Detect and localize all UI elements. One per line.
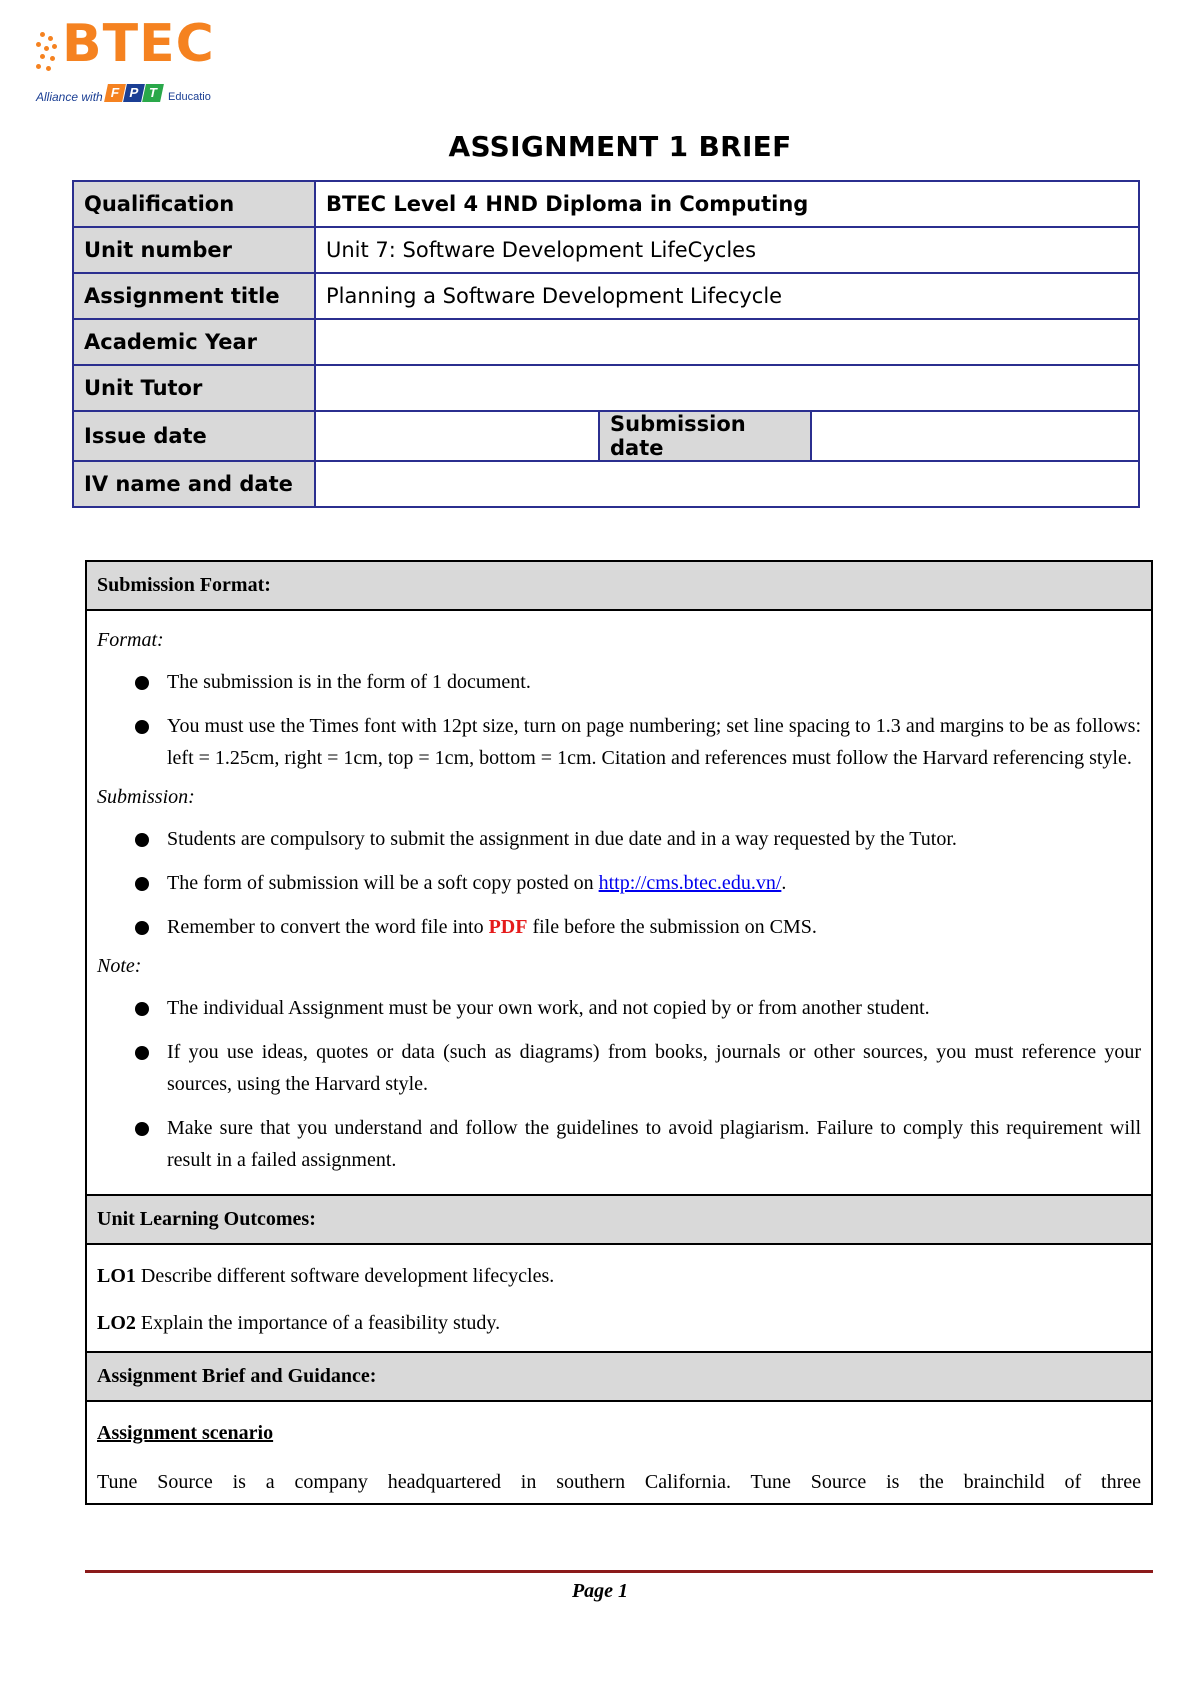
submission-date-value — [811, 411, 1139, 461]
qualification-label: Qualification — [73, 181, 315, 227]
table-row — [73, 181, 1139, 227]
logo-brand: BTEC — [62, 14, 215, 74]
guidance-heading: Assignment Brief and Guidance: — [87, 1351, 1151, 1402]
scenario-title: Assignment scenario — [97, 1422, 274, 1444]
unit-tutor-value — [315, 365, 1139, 411]
submission-text: file before the submission on CMS. — [527, 916, 817, 938]
assignment-title-label: Assignment title — [73, 273, 315, 319]
note-label: Note: — [97, 955, 142, 977]
page-number: Page 1 — [571, 1580, 629, 1602]
format-label: Format: — [97, 629, 164, 651]
iv-name-value — [315, 461, 1139, 507]
table-row — [73, 227, 1139, 273]
lo2-code: LO2 — [97, 1312, 136, 1334]
unit-number-label: Unit number — [73, 227, 315, 273]
pdf-highlight: PDF — [488, 916, 528, 938]
lo1-code: LO1 — [97, 1265, 136, 1287]
table-row — [73, 411, 1139, 461]
submission-text: The form of submission will be a soft copy posted on — [167, 872, 599, 894]
submission-label: Submission: — [97, 786, 195, 808]
format-list — [97, 666, 1141, 774]
qualification-value: BTEC Level 4 HND Diploma in Computing — [315, 181, 1139, 227]
assignment-info-table — [72, 180, 1140, 508]
table-row — [73, 319, 1139, 365]
list-item: Students are compulsory to submit the assignment in due date and in a way requested by the Tutor. — [97, 823, 1141, 855]
list-item: Make sure that you understand and follow the guidelines to avoid plagiarism. Failure to comply this requirement will result in a failed assignment. — [97, 1112, 1141, 1176]
table-row — [73, 365, 1139, 411]
submission-date-label: Submission date — [599, 411, 811, 461]
footer-divider — [85, 1570, 1153, 1573]
list-item: The submission is in the form of 1 document. — [97, 666, 1141, 698]
list-item: The individual Assignment must be your own work, and not copied by or from another student. — [97, 992, 1141, 1024]
list-item — [97, 911, 1141, 943]
logo-alliance: Alliance with — [36, 90, 103, 104]
table-row — [73, 461, 1139, 507]
issue-date-label: Issue date — [73, 411, 315, 461]
fpt-logo — [106, 84, 163, 102]
learning-outcome-2 — [97, 1312, 1141, 1335]
submission-text: Remember to convert the word file into — [167, 916, 489, 938]
fpt-letter-f: F — [104, 84, 126, 102]
brief-box — [85, 560, 1153, 1505]
issue-date-value — [315, 411, 599, 461]
btec-logo — [36, 14, 216, 106]
iv-name-label: IV name and date — [73, 461, 315, 507]
submission-list — [97, 823, 1141, 943]
logo-education: Educatio — [168, 91, 211, 103]
submission-format-heading: Submission Format: — [87, 562, 1151, 611]
unit-number-value: Unit 7: Software Development LifeCycles — [315, 227, 1139, 273]
learning-outcomes-body — [87, 1245, 1151, 1351]
learning-outcomes-heading: Unit Learning Outcomes: — [87, 1194, 1151, 1245]
scenario-text: Tune Source is a company headquartered in southern California. Tune Source is the brainchild of three — [97, 1471, 1141, 1493]
lo1-text: Describe different software development lifecycles. — [135, 1265, 555, 1287]
academic-year-label: Academic Year — [73, 319, 315, 365]
submission-format-body — [87, 611, 1151, 1194]
list-item — [97, 867, 1141, 899]
logo-dots-icon — [36, 32, 62, 76]
note-list — [97, 992, 1141, 1176]
list-item: If you use ideas, quotes or data (such as diagrams) from books, journals or other sources, you must reference your sources, using the Harvard style. — [97, 1036, 1141, 1100]
fpt-letter-t: T — [142, 84, 164, 102]
list-item: You must use the Times font with 12pt size, turn on page numbering; set line spacing to 1.3 and margins to be as follows: left = 1.25cm, right = 1cm, top = 1cm, bottom = 1cm. Citation and references must follow the Harvard referencing style. — [97, 710, 1141, 774]
table-row — [73, 273, 1139, 319]
learning-outcome-1 — [97, 1265, 1141, 1288]
academic-year-value — [315, 319, 1139, 365]
guidance-body — [87, 1402, 1151, 1503]
lo2-text: Explain the importance of a feasibility study. — [135, 1312, 501, 1334]
cms-link[interactable]: http://cms.btec.edu.vn/ — [598, 872, 782, 894]
unit-tutor-label: Unit Tutor — [73, 365, 315, 411]
document-title: ASSIGNMENT 1 BRIEF — [448, 130, 792, 163]
submission-text: . — [781, 872, 787, 894]
fpt-letter-p: P — [123, 84, 145, 102]
assignment-title-value: Planning a Software Development Lifecycle — [315, 273, 1139, 319]
